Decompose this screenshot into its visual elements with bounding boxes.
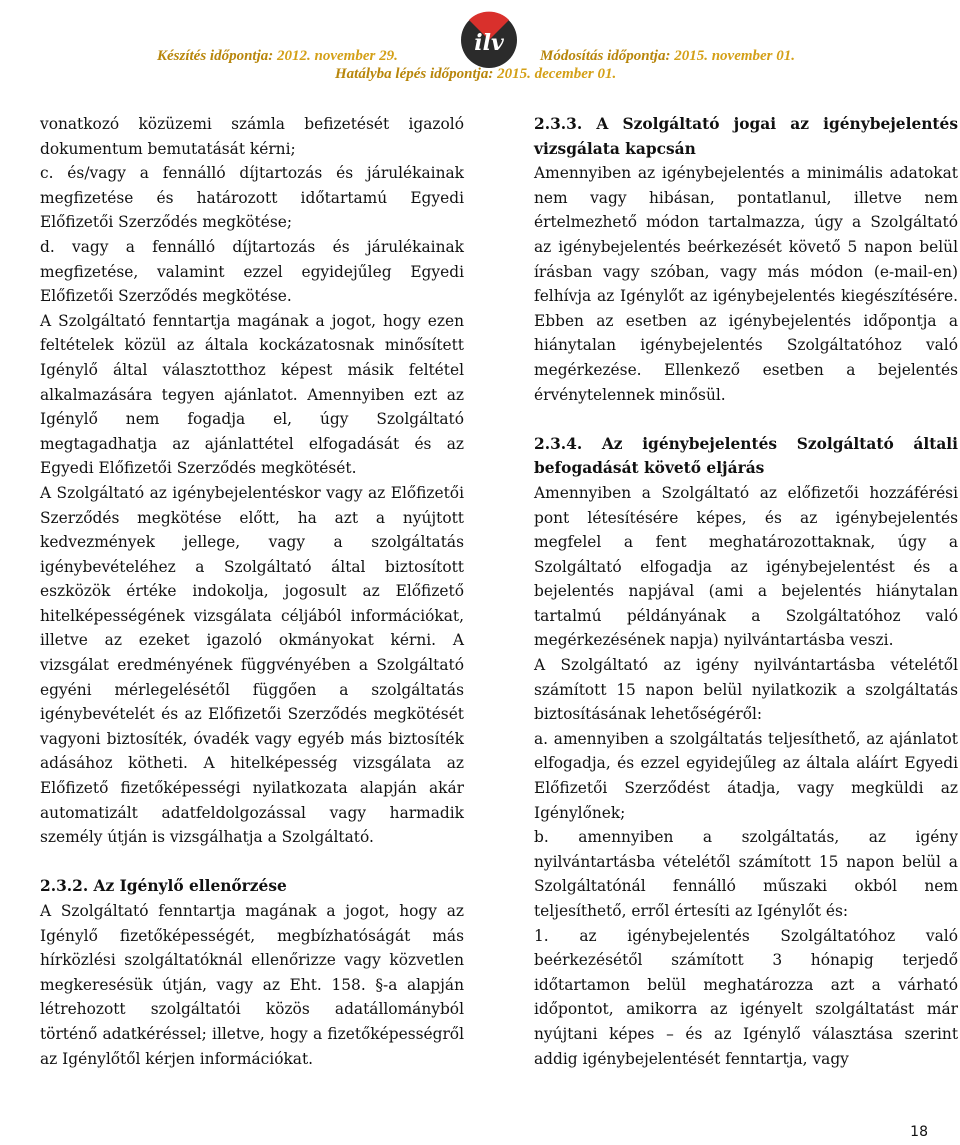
section-heading-2-3-3: 2.3.3. A Szolgáltató jogai az igénybejelentés vizsgálata kapcsán xyxy=(534,115,958,158)
section-heading-2-3-4: 2.3.4. Az igénybejelentés Szolgáltató általi befogadását követő eljárás xyxy=(534,434,958,478)
paragraph: c. és/vagy a fennálló díjtartozás és járulékainak megfizetése és határozott időtartamú Egyedi Előfizetői Szerződés megkötése; xyxy=(40,164,464,232)
paragraph: A Szolgáltató fenntartja magának a jogot, hogy az Igénylő fizetőképességét, megbízhatóságát más hírközlési szolgáltatóknál ellenőrizze vagy közvetlen megkeresésük útján, vagy az Eht. 158. §-a alapján létrehozott szolgáltatói közös adatállományból történő adatkéréssel; illetve, hogy a fizetőképességről az Igénylőtől kérjen információkat. xyxy=(40,902,464,1068)
left-column xyxy=(40,112,464,1071)
logo-text: ilv xyxy=(474,30,504,56)
paragraph: A Szolgáltató fenntartja magának a jogot, hogy ezen feltételek közül az általa kockázatosnak minősített Igénylő által választotthoz képest másik feltétel alkalmazására tegyen ajánlatot. Amennyiben ezt az Igénylő nem fogadja el, úgy Szolgáltató megtagadhatja az ajánlattétel elfogadását és az Egyedi Előfizetői Szerződés megkötését. xyxy=(40,311,464,478)
paragraph: Amennyiben a Szolgáltató az előfizetői hozzáférési pont létesítésére képes, és az igénybejelentés megfelel a fent meghatározottaknak, úgy a Szolgáltató elfogadja az igénybejelentést és a bejelentés napjával (ami a bejelentés hiánytalan tartalmú példányának a Szolgáltatóhoz való megérkezésének napja) nyilvántartásba veszi. xyxy=(534,483,958,650)
paragraph: d. vagy a fennálló díjtartozás és járulékainak megfizetése, valamint ezzel egyidejűleg Egyedi Előfizetői Szerződés megkötése. xyxy=(40,237,464,306)
list-item: a. amennyiben a szolgáltatás teljesíthető, az ajánlatot elfogadja, és ezzel egyidejűleg az általa aláírt Egyedi Előfizetői Szerződést átadja, vagy megküldi az Igénylőnek; xyxy=(534,729,958,822)
paragraph: A Szolgáltató az igénybejelentéskor vagy az Előfizetői Szerződés megkötése előtt, ha azt a nyújtott kedvezmények jellege, vagy a szolgáltatás igénybevételéhez a Szolgáltató által biztosított eszközök értéke indokolja, jogosult az Előfizető hitelképességének vizsgálata céljából információkat, illetve az ezeket igazoló okmányokat kérni. A vizsgálat eredményének függvényében a Szolgáltató egyéni mérlegelésétől függően a szolgáltatás igénybevételét és az Előfizetői Szerződés megkötését vagyoni biztosíték, óvadék vagy egyéb más biztosíték adásához kötheti. A hitelképesség vizsgálata az Előfizető fizetőképességi nyilatkozata alapján akár automatizált adatfeldolgozással vagy harmadik személy útján is vizsgálhatja a Szolgáltató. xyxy=(40,483,464,847)
paragraph: Amennyiben az igénybejelentés a minimális adatokat nem vagy hibásan, pontatlanul, illetve nem értelmezhető módon tartalmazza, úgy a Szolgáltató az igénybejelentés beérkezését követő 5 napon belül írásban vagy szóban, vagy más módon (e-mail-en) felhívja az Igénylőt az igénybejelentés kiegészítésére. Ebben az esetben az igénybejelentés időpontja a hiánytalan igénybejelentés Szolgáltatóhoz való megérkezése. Ellenkező esetben a bejelentés érvénytelennek minősül. xyxy=(534,164,958,404)
ilv-logo xyxy=(457,6,521,70)
paragraph: A Szolgáltató az igény nyilvántartásba vételétől számított 15 napon belül nyilatkozik a szolgáltatás biztosításának lehetőségéről: xyxy=(534,656,958,724)
right-column xyxy=(534,112,958,1071)
list-item: 1. az igénybejelentés Szolgáltatóhoz való beérkezésétől számított 3 hónapig terjedő időtartamon belül meghatározza azt a várható időpontot, amikorra az igényelt szolgáltatást már nyújtani képes – és az Igénylő választása szerint addig igénybejelentését fenntartja, vagy xyxy=(534,926,958,1068)
section-heading-2-3-2: 2.3.2. Az Igénylő ellenőrzése xyxy=(40,877,287,896)
created-date: Készítés időpontja: 2012. november 29. xyxy=(157,48,398,64)
page-header xyxy=(0,0,960,90)
page-number: 18 xyxy=(910,1124,928,1140)
modified-date: Módosítás időpontja: 2015. november 01. xyxy=(540,48,796,64)
list-item: b. amennyiben a szolgáltatás, az igény nyilvántartásba vételétől számított 15 napon belül a Szolgáltatónál fennálló műszaki okból nem teljesíthető, erről értesíti az Igénylőt és: xyxy=(534,828,958,920)
paragraph: vonatkozó közüzemi számla befizetését igazoló dokumentum bemutatását kérni; xyxy=(40,115,464,158)
effective-date: Hatályba lépés időpontja: 2015. december 01. xyxy=(335,66,617,82)
